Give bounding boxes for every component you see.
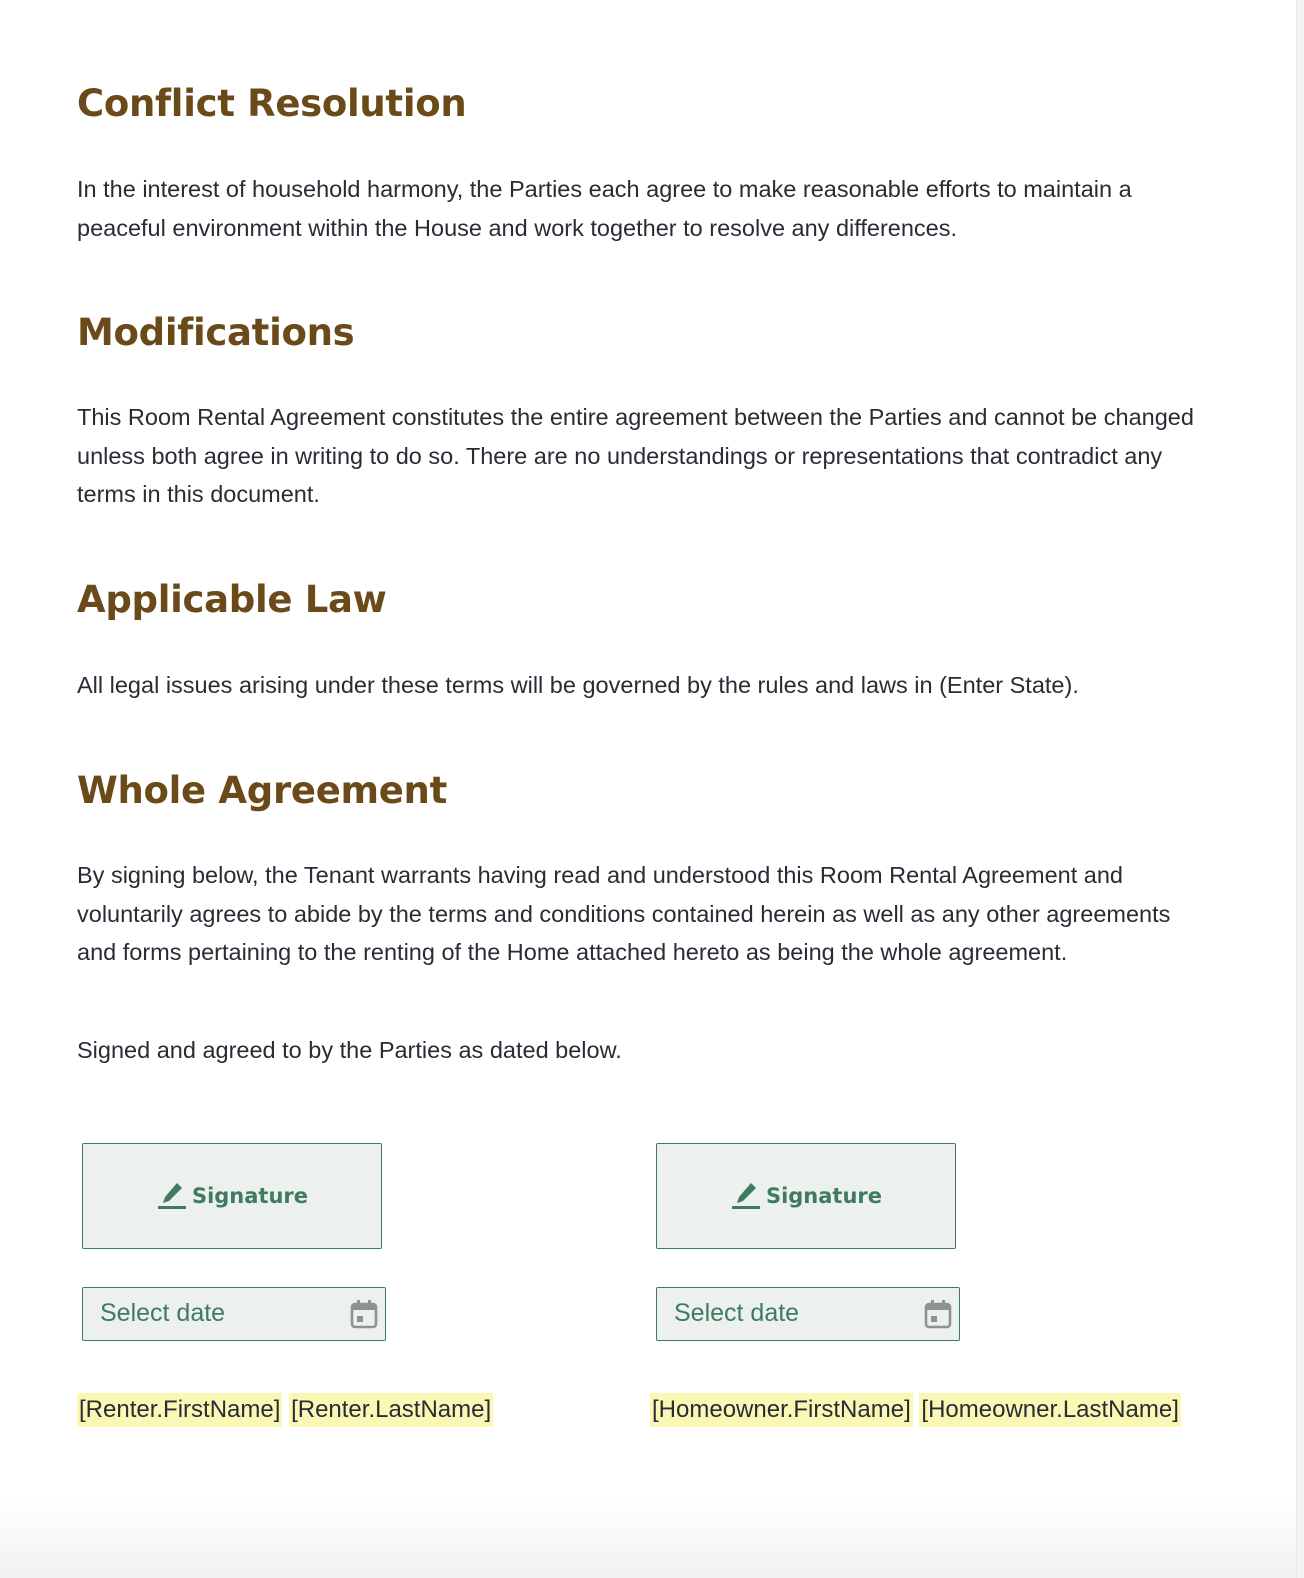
signature-content — [732, 1180, 882, 1212]
renter-signature-button[interactable] — [82, 1143, 382, 1249]
renter-first-name-tag: [Renter.FirstName] — [77, 1393, 282, 1427]
paragraph-applicable-law: All legal issues arising under these terms will be governed by the rules and laws in (Enter State). — [77, 672, 1079, 698]
renter-date-input[interactable] — [100, 1288, 340, 1339]
signature-label: Signature — [765, 1184, 883, 1208]
calendar-icon[interactable] — [924, 1299, 952, 1329]
paragraph-signed-closing: Signed and agreed to by the Parties as dated below. — [77, 1037, 622, 1063]
homeowner-date-input[interactable] — [674, 1288, 914, 1339]
heading-modifications: Modifications — [77, 311, 355, 354]
renter-name — [77, 1396, 493, 1424]
signature-label: Signature — [191, 1184, 309, 1208]
paragraph-modifications: This Room Rental Agreement constitutes the entire agreement between the Parties and cannot be changed unless both agree in writing to do so. There are no understandings or representations that contradict any terms in this document. — [77, 404, 1194, 507]
heading-whole-agreement: Whole Agreement — [77, 769, 447, 812]
homeowner-first-name-tag: [Homeowner.FirstName] — [650, 1393, 913, 1427]
calendar-icon[interactable] — [350, 1299, 378, 1329]
heading-applicable-law: Applicable Law — [77, 578, 387, 621]
homeowner-date-field[interactable] — [656, 1287, 960, 1341]
scrollbar-track[interactable] — [1296, 0, 1304, 1578]
heading-conflict-resolution: Conflict Resolution — [77, 82, 467, 125]
signature-content — [158, 1180, 308, 1212]
pen-icon — [158, 1180, 188, 1212]
pen-icon — [732, 1180, 762, 1212]
renter-last-name-tag: [Renter.LastName] — [289, 1393, 493, 1427]
homeowner-name — [650, 1396, 1181, 1424]
renter-date-field[interactable] — [82, 1287, 386, 1341]
paragraph-whole-agreement: By signing below, the Tenant warrants having read and understood this Room Rental Agreement and voluntarily agrees to abide by the terms and conditions contained herein as well as any other agreements and forms pertaining to the renting of the Home attached hereto as being the whole agreement. — [77, 862, 1171, 965]
paragraph-conflict-resolution: In the interest of household harmony, the Parties each agree to make reasonable efforts to maintain a peaceful environment within the House and work together to resolve any differences. — [77, 176, 1132, 241]
homeowner-last-name-tag: [Homeowner.LastName] — [919, 1393, 1180, 1427]
homeowner-signature-button[interactable] — [656, 1143, 956, 1249]
